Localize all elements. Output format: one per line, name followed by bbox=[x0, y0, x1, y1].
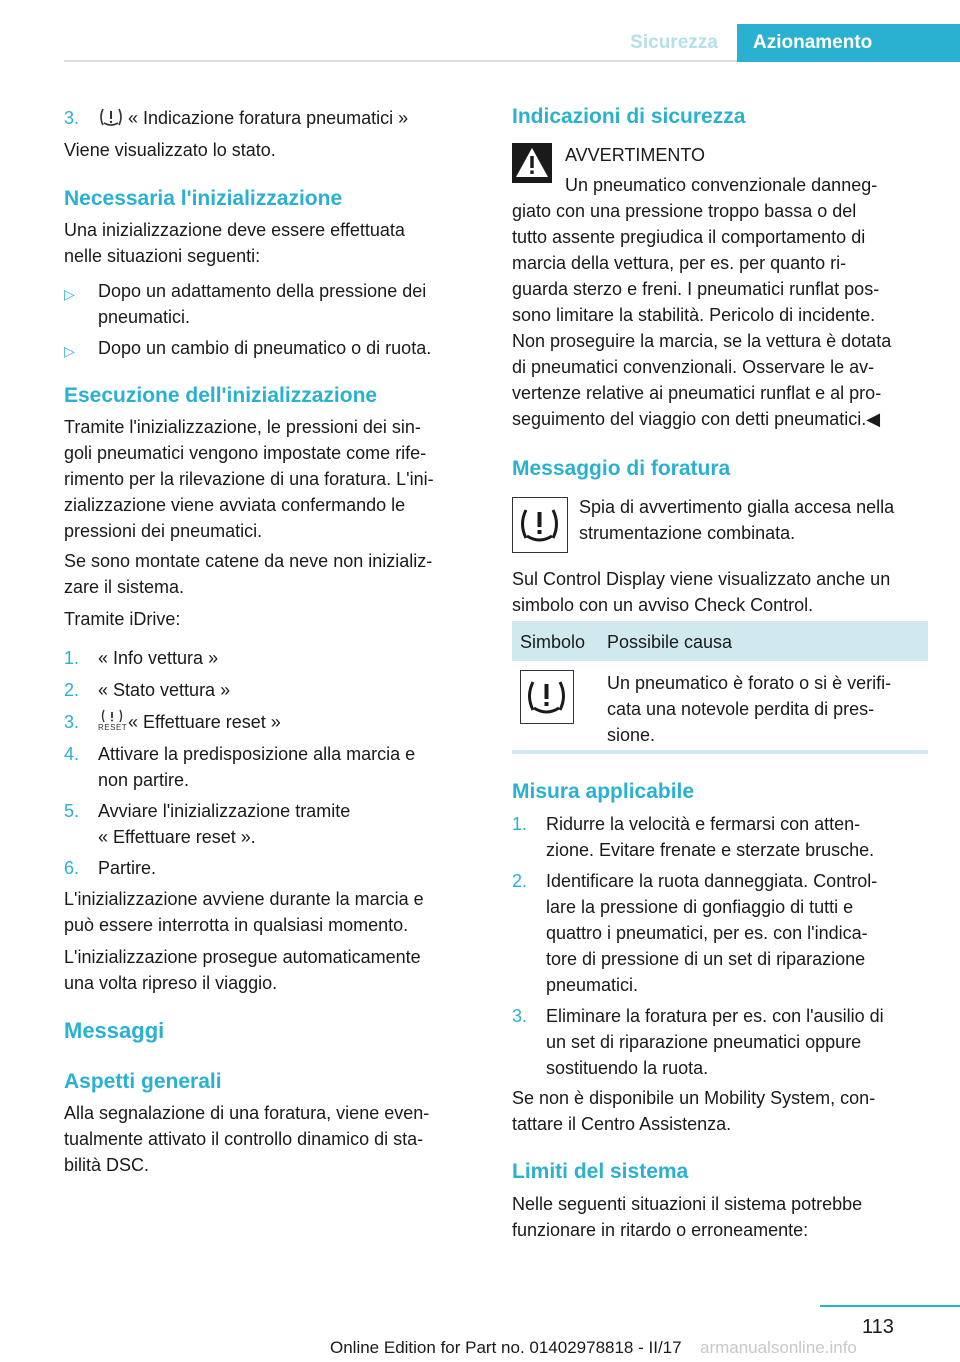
heading-necessaria: Necessaria l'inizializzazione bbox=[64, 187, 343, 210]
footer-rule bbox=[820, 1305, 960, 1307]
warning-text: seguimento del viaggio con detti pneumatici.◀ bbox=[512, 409, 881, 429]
table-cell: Un pneumatico è forato o si è verifi- bbox=[607, 673, 892, 693]
step-text: Eliminare la foratura per es. con l'ausilio di bbox=[546, 1006, 884, 1026]
step-text: quattro i pneumatici, per es. con l'indica- bbox=[546, 923, 868, 943]
step-item bbox=[512, 1003, 928, 1078]
status-text: Viene visualizzato lo stato. bbox=[64, 140, 276, 160]
heading-aspetti: Aspetti generali bbox=[64, 1070, 222, 1093]
warning-text: Un pneumatico convenzionale danneg- bbox=[565, 175, 878, 195]
heading-misura: Misura applicabile bbox=[512, 780, 695, 803]
paragraph-line: nelle situazioni seguenti: bbox=[64, 246, 261, 266]
tire-warning-icon bbox=[512, 497, 568, 553]
paragraph-line: Tramite iDrive: bbox=[64, 609, 181, 629]
step-item bbox=[64, 645, 474, 671]
paragraph-line: Se sono montate catene da neve non inizializ- bbox=[64, 551, 433, 571]
paragraph-line: Tramite l'inizializzazione, le pressioni dei sin- bbox=[64, 417, 421, 437]
table-cell: sione. bbox=[607, 725, 656, 745]
step-text: sostituendo la ruota. bbox=[546, 1058, 709, 1078]
table-bottom-rule bbox=[512, 750, 928, 754]
bullet-text: pneumatici. bbox=[98, 307, 191, 327]
paragraph-line: Una inizializzazione deve essere effettuata bbox=[64, 220, 405, 240]
warning-text: Non proseguire la marcia, se la vettura è dotata bbox=[512, 331, 892, 351]
warning-text: giato con una pressione troppo bassa o del bbox=[512, 201, 857, 221]
table-cell: cata una notevole perdita di pres- bbox=[607, 699, 875, 719]
step-text: lare la pressione di gonfiaggio di tutti e bbox=[546, 897, 854, 917]
paragraph-line: può essere interrotta in qualsiasi momento. bbox=[64, 915, 409, 935]
step-text: « Info vettura » bbox=[98, 648, 219, 668]
step-item bbox=[64, 709, 474, 735]
tire-pressure-icon bbox=[98, 107, 124, 127]
step-item bbox=[64, 677, 474, 703]
step-text: tore di pressione di un set di riparazione bbox=[546, 949, 866, 969]
paragraph-line: funzionare in ritardo o erroneamente: bbox=[512, 1220, 809, 1240]
paragraph-line: tattare il Centro Assistenza. bbox=[512, 1114, 732, 1134]
step-text: Attivare la predisposizione alla marcia e bbox=[98, 744, 416, 764]
step-text: zione. Evitare frenate e sterzate brusche. bbox=[546, 840, 875, 860]
paragraph-line: tualmente attivato il controllo dinamico di sta- bbox=[64, 1129, 424, 1149]
step-text: « Effettuare reset » bbox=[128, 712, 281, 732]
step-item bbox=[512, 868, 928, 995]
paragraph-line: simbolo con un avviso Check Control. bbox=[512, 595, 814, 615]
step-item bbox=[64, 798, 474, 847]
step-item bbox=[512, 811, 928, 860]
step-item bbox=[64, 855, 474, 881]
paragraph-line: una volta ripreso il viaggio. bbox=[64, 973, 278, 993]
tab-sicurezza[interactable]: Sicurezza bbox=[630, 32, 718, 53]
reset-label: RESET bbox=[98, 723, 128, 732]
heading-messaggio-foratura: Messaggio di foratura bbox=[512, 457, 731, 480]
page-number: 113 bbox=[862, 1316, 894, 1338]
paragraph-line: Spia di avvertimento gialla accesa nella bbox=[579, 497, 895, 517]
paragraph-line: zare il sistema. bbox=[64, 577, 185, 597]
warning-text: vertenze relative ai pneumatici runflat e al pro- bbox=[512, 383, 882, 403]
step-number: 1. bbox=[512, 814, 528, 834]
step-text: Avviare l'inizializzazione tramite bbox=[98, 801, 351, 821]
bullet-text: Dopo un cambio di pneumatico o di ruota. bbox=[98, 338, 432, 358]
table-header-simbolo: Simbolo bbox=[520, 632, 586, 652]
warning-text: tutto assente pregiudica il comportamento di bbox=[512, 227, 866, 247]
step-number: 6. bbox=[64, 858, 80, 878]
step-text: Partire. bbox=[98, 858, 157, 878]
warning-text: sono limitare la stabilità. Pericolo di incidente. bbox=[512, 305, 876, 325]
paragraph-line: rimento per la rilevazione di una foratura. L'ini- bbox=[64, 469, 434, 489]
paragraph-line: bilità DSC. bbox=[64, 1155, 150, 1175]
paragraph-line: Nelle seguenti situazioni il sistema potrebbe bbox=[512, 1194, 863, 1214]
step-text: pneumatici. bbox=[546, 975, 639, 995]
warning-text: marcia della vettura, per es. per quanto ri- bbox=[512, 253, 847, 273]
heading-messaggi: Messaggi bbox=[64, 1018, 165, 1043]
heading-indicazioni: Indicazioni di sicurezza bbox=[512, 105, 746, 128]
step-number: 1. bbox=[64, 648, 80, 668]
warning-text: di pneumatici convenzionali. Osservare le av- bbox=[512, 357, 875, 377]
paragraph-line: L'inizializzazione prosegue automaticamente bbox=[64, 947, 421, 967]
warning-triangle-icon bbox=[512, 143, 552, 183]
step-number: 2. bbox=[512, 871, 528, 891]
step-text: non partire. bbox=[98, 770, 190, 790]
step-number: 5. bbox=[64, 801, 80, 821]
reset-icon bbox=[98, 709, 126, 733]
paragraph-line: strumentazione combinata. bbox=[579, 523, 796, 543]
step-text: « Stato vettura » bbox=[98, 680, 231, 700]
bullet-triangle-icon: ▷ bbox=[64, 343, 75, 359]
warning-title: AVVERTIMENTO bbox=[565, 145, 706, 165]
tab-azionamento[interactable]: Azionamento bbox=[737, 24, 960, 62]
step-number: 4. bbox=[64, 744, 80, 764]
tire-warning-icon bbox=[520, 670, 574, 724]
heading-limiti: Limiti del sistema bbox=[512, 1160, 689, 1183]
bullet-text: Dopo un adattamento della pressione dei bbox=[98, 281, 427, 301]
edition-text: Online Edition for Part no. 01402978818 - II/17 bbox=[330, 1338, 682, 1357]
table-header-causa: Possibile causa bbox=[607, 632, 733, 652]
heading-esecuzione: Esecuzione dell'inizializzazione bbox=[64, 384, 378, 407]
step-text: « Effettuare reset ». bbox=[98, 827, 256, 847]
list-number: 3. bbox=[64, 108, 80, 128]
step-text: un set di riparazione pneumatici oppure bbox=[546, 1032, 862, 1052]
list-item-text: « Indicazione foratura pneumatici » bbox=[128, 108, 409, 128]
step-text: Ridurre la velocità e fermarsi con atten- bbox=[546, 814, 861, 834]
list-item bbox=[64, 105, 474, 131]
step-number: 3. bbox=[512, 1006, 528, 1026]
paragraph-line: Sul Control Display viene visualizzato anche un bbox=[512, 569, 891, 589]
paragraph-line: zializzazione viene avviata confermando le bbox=[64, 495, 406, 515]
warning-text: guarda sterzo e freni. I pneumatici runflat pos- bbox=[512, 279, 880, 299]
step-number: 2. bbox=[64, 680, 80, 700]
paragraph-line: Se non è disponibile un Mobility System, con- bbox=[512, 1088, 876, 1108]
paragraph-line: pressioni dei pneumatici. bbox=[64, 521, 263, 541]
paragraph-line: L'inizializzazione avviene durante la marcia e bbox=[64, 889, 424, 909]
step-number: 3. bbox=[64, 712, 80, 732]
step-text: Identificare la ruota danneggiata. Control- bbox=[546, 871, 878, 891]
paragraph-line: goli pneumatici vengono impostate come rife- bbox=[64, 443, 427, 463]
bullet-triangle-icon: ▷ bbox=[64, 286, 75, 302]
paragraph-line: Alla segnalazione di una foratura, viene even- bbox=[64, 1103, 430, 1123]
step-item bbox=[64, 741, 474, 790]
watermark-text: armanualsonline.info bbox=[700, 1338, 857, 1357]
